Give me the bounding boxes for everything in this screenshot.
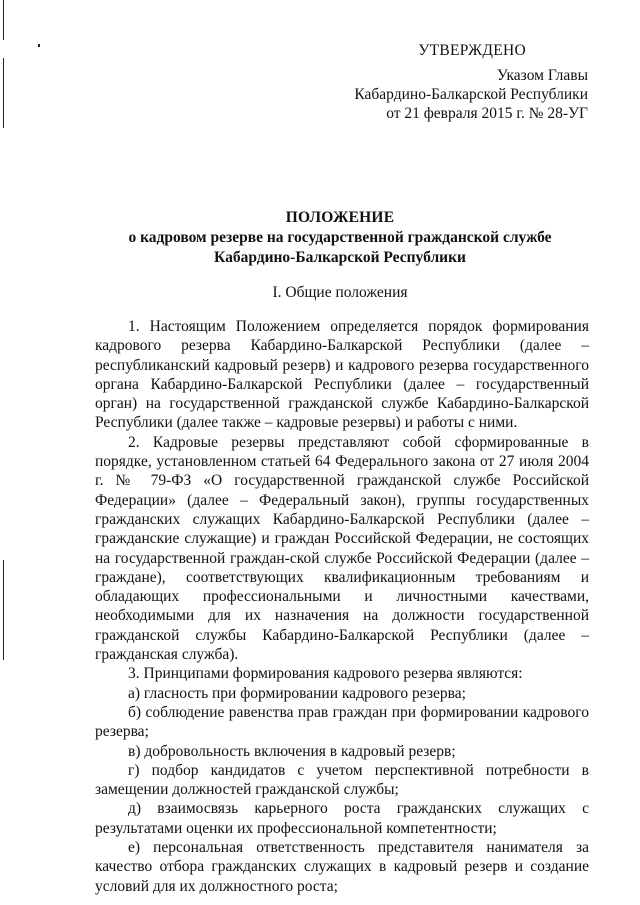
list-item-e: е) персональная ответственность представителя нанимателя за качество отбора гражданских служащих в кадровый резерв и создание условий для их должностного роста;	[95, 839, 589, 895]
approval-line-2: Кабардино-Балкарской Республики	[354, 86, 588, 103]
section-heading: I. Общие положения	[272, 284, 408, 301]
document-subtitle-1: о кадровом резерве на государственной гражданской службе	[128, 229, 552, 246]
paragraph-2: 2. Кадровые резервы представляют собой сформированные в порядке, установленном статьей 64 Федерального закона от 27 июля 2004 г. № 79-ФЗ «О государственной гражданской службе Российской Федерации» (далее – Федеральный закон), группы государственных гражданских служащих Кабардино-Балкарской Республики (далее – гражданские служащие) и граждан Российской Федерации, не состоящих на государственной граждан-ской службе Российской Федерации (далее – граждане), соответствующих квалификационным требованиям и обладающих профессиональными и личностными качествами, необходимыми для их назначения на должности государственной гражданской службы Кабардино-Балкарской Республики (далее – гражданская служба).	[95, 433, 589, 664]
document-subtitle-2: Кабардино-Балкарской Республики	[214, 249, 466, 266]
paragraph-1: 1. Настоящим Положением определяется порядок формирования кадрового резерва Кабардино-Балкарской Республики (далее – республиканский кадровый резерв) и кадрового резерва государственного органа Кабардино-Балкарской Республики (далее – государственный орган) на государственной гражданской службе Кабардино-Балкарской Республики (далее также – кадровые резервы) и работы с ними.	[95, 318, 589, 432]
document-title: ПОЛОЖЕНИЕ	[285, 209, 395, 226]
approval-title: УТВЕРЖДЕНО	[418, 42, 526, 59]
paragraph-3: 3. Принципами формирования кадрового резерва являются:	[128, 665, 523, 683]
scan-margin-mark	[3, 560, 4, 660]
scan-margin-mark	[3, 0, 4, 40]
list-item-v: в) добровольность включения в кадровый резерв;	[128, 742, 456, 760]
list-item-d: д) взаимосвязь карьерного роста гражданских служащих с результатами оценки их профессиональной компетентности;	[95, 800, 589, 837]
scan-margin-mark	[3, 58, 4, 128]
approval-stamp	[328, 41, 588, 123]
list-item-a: а) гласность при формировании кадрового резерва;	[128, 684, 466, 702]
approval-line-3: от 21 февраля 2015 г. № 28-УГ	[386, 105, 588, 122]
document-title-block	[0, 208, 640, 268]
approval-line-1: Указом Главы	[496, 67, 588, 84]
list-item-g: г) подбор кандидатов с учетом перспективной потребности в замещении должностей гражданской службы;	[95, 761, 589, 799]
list-item-b: б) соблюдение равенства прав граждан при формировании кадрового резерва;	[95, 703, 589, 741]
section-body	[95, 317, 589, 896]
scan-speck	[38, 44, 40, 47]
